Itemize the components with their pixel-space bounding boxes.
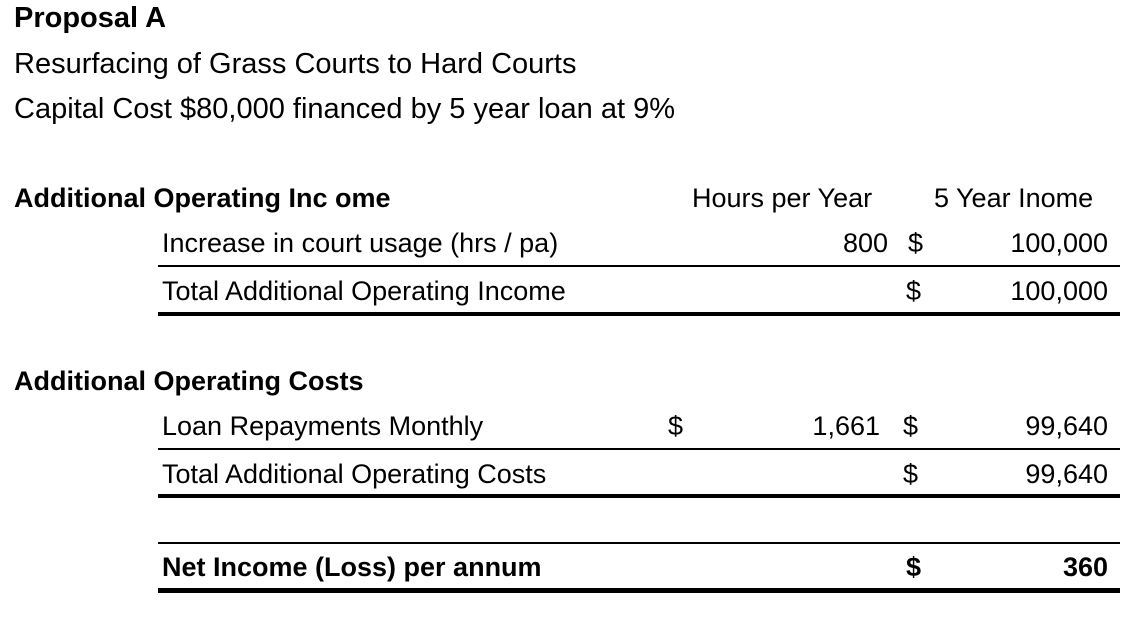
costs-row-divider xyxy=(158,448,1120,450)
costs-total-label: Total Additional Operating Costs xyxy=(162,459,547,489)
costs-total-value: 99,640 xyxy=(1025,459,1108,489)
income-row-divider xyxy=(158,265,1120,267)
hours-per-year-header: Hours per Year xyxy=(692,183,873,213)
income-total-value: 100,000 xyxy=(1010,276,1108,306)
loan-monthly-currency-symbol: $ xyxy=(668,411,684,441)
loan-monthly-value: 1,661 xyxy=(812,411,880,441)
costs-total-divider xyxy=(158,494,1120,498)
page-title: Proposal A xyxy=(14,2,167,34)
income-total-divider xyxy=(158,312,1120,316)
subtitle-capital-cost: Capital Cost $80,000 financed by 5 year loan at 9% xyxy=(14,93,675,125)
usage-hours-value: 800 xyxy=(842,228,888,258)
net-currency-symbol: $ xyxy=(906,552,922,582)
loan-repayments-label: Loan Repayments Monthly xyxy=(162,411,484,441)
subtitle-description: Resurfacing of Grass Courts to Hard Courts xyxy=(14,48,577,80)
loan-total-value: 99,640 xyxy=(1025,411,1108,441)
income-heading: Additional Operating Inc ome xyxy=(14,183,391,213)
costs-total-currency-symbol: $ xyxy=(903,459,919,489)
net-income-label: Net Income (Loss) per annum xyxy=(162,552,542,582)
usage-currency-symbol: $ xyxy=(908,228,924,258)
income-total-label: Total Additional Operating Income xyxy=(162,276,566,306)
net-top-divider xyxy=(158,542,1120,544)
costs-heading: Additional Operating Costs xyxy=(14,366,364,396)
income-total-currency-symbol: $ xyxy=(906,276,922,306)
usage-income-value: 100,000 xyxy=(1010,228,1108,258)
net-bottom-divider xyxy=(158,588,1120,593)
loan-total-currency-symbol: $ xyxy=(903,411,919,441)
five-year-income-header: 5 Year Inome xyxy=(934,183,1094,213)
net-income-value: 360 xyxy=(1062,552,1108,582)
usage-increase-label: Increase in court usage (hrs / pa) xyxy=(162,228,559,258)
